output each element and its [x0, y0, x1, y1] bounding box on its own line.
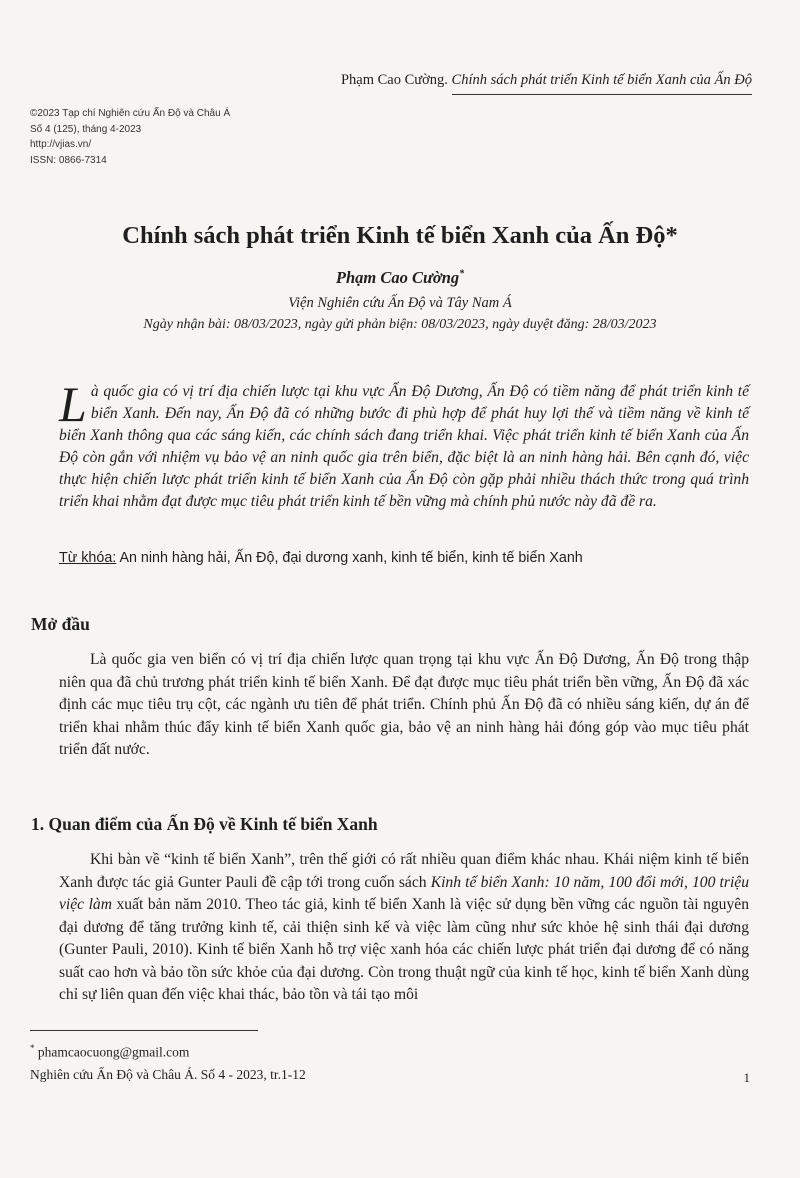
issue-line: Số 4 (125), tháng 4-2023	[30, 123, 142, 135]
footnote-mark: *	[30, 1043, 35, 1053]
author-name: Phạm Cao Cường	[335, 268, 460, 287]
article-title: Chính sách phát triển Kinh tế biển Xanh của Ấn Độ*	[122, 222, 678, 249]
running-header-title: Chính sách phát triển Kinh tế biển Xanh của Ấn Độ	[451, 72, 752, 88]
book-title: Kinh tế biển Xanh: 10 năm, 100 đổi mới, 100 triệu việc làm	[59, 873, 749, 913]
url-line[interactable]: http://vjias.vn/	[30, 139, 92, 151]
footnote	[30, 1043, 189, 1061]
running-header-author: Phạm Cao Cường.	[340, 72, 448, 88]
keywords	[59, 550, 583, 566]
keywords-text: An ninh hàng hải, Ấn Độ, đại dương xanh, kinh tế biển, kinh tế biển Xanh	[116, 550, 583, 566]
abstract-text: à quốc gia có vị trí địa chiến lược tại khu vực Ấn Độ Dương, Ấn Độ có tiềm năng để phát triển kinh tế biển Xanh. Đến nay, Ấn Độ đã có những bước đi phù hợp để phát huy lợi thế và tiềm năng về kinh tế biển Xanh thông qua các sáng kiến, các chính sách đang triển khai. Việc phát triển kinh tế biển Xanh của Ấn Độ còn gắn với nhiệm vụ bảo vệ an ninh quốc gia trên biển, đặc biệt là an ninh hàng hải. Bên cạnh đó, việc thực hiện chiến lược phát triển kinh tế biển Xanh của Ấn Độ còn gặp phải nhiều thách thức trong quá trình triển khai nhằm đạt được mục tiêu phát triển kinh tế bền vững mà chính phủ nước này đã đề ra.	[59, 383, 749, 510]
publication-meta	[30, 106, 230, 168]
keywords-label: Từ khóa:	[59, 550, 117, 566]
section-1-paragraph	[59, 849, 749, 1007]
author-mark: *	[459, 268, 465, 280]
footnote-email: phamcaocuong@gmail.com	[34, 1044, 190, 1060]
affiliation: Viện Nghiên cứu Ấn Độ và Tây Nam Á	[288, 295, 512, 311]
journal-footer: Nghiên cứu Ấn Độ và Châu Á. Số 4 - 2023, tr.1-12	[30, 1067, 306, 1082]
abstract	[59, 376, 749, 513]
abstract-dropcap: L	[59, 376, 87, 432]
submission-dates: Ngày nhận bài: 08/03/2023, ngày gửi phản biện: 08/03/2023, ngày duyệt đăng: 28/03/2023	[143, 317, 657, 332]
author-line	[0, 268, 800, 288]
intro-paragraph: Là quốc gia ven biển có vị trí địa chiến lược quan trọng tại khu vực Ấn Độ Dương, Ấn Độ trong thập niên qua đã chủ trương phát triển kinh tế biển Xanh. Để đạt được mục tiêu phát triển bền vững, Ấn Độ đã xác định các mục tiêu trụ cột, các ngành ưu tiên để phát triển. Chính phủ Ấn Độ đã có nhiều sáng kiến, dự án để triển khai nhằm thúc đẩy kinh tế biển Xanh quốc gia, bảo vệ an ninh hàng hải đóng góp vào mục tiêu phát triển đất nước.	[59, 651, 749, 758]
intro-heading: Mở đầu	[31, 614, 90, 634]
section-1-text-a: Khi bàn về “kinh tế biển Xanh”, trên thế giới có rất nhiều quan điểm khác nhau. Khái niệm kinh tế biển Xanh được tác giả Gunter Pauli đề cập tới trong cuốn sách	[59, 851, 749, 891]
section-1-heading: 1. Quan điểm của Ấn Độ về Kinh tế biển Xanh	[31, 814, 378, 834]
section-1-text-b: xuất bản năm 2010. Theo tác giả, kinh tế biển Xanh là việc sử dụng bền vững các nguồn tài nguyên đại dương để tăng trưởng kinh tế, cải thiện sinh kế và việc làm cũng như sức khỏe hệ sinh thái đại dương (Gunter Pauli, 2010). Kinh tế biển Xanh hỗ trợ việc xanh hóa các chiến lược phát triển đại dương để có năng suất cao hơn và bảo tồn sức khỏe của đại dương. Còn trong thuật ngữ của kinh tế học, kinh tế biển Xanh dùng chỉ sự liên quan đến việc khai thác, bảo tồn và tái tạo môi	[59, 896, 749, 1003]
footnote-rule	[30, 1030, 258, 1031]
issn-line: ISSN: 0866-7314	[30, 154, 107, 166]
running-header	[341, 72, 752, 89]
page-number: 1	[743, 1070, 750, 1085]
copyright-line: ©2023 Tạp chí Nghiên cứu Ấn Độ và Châu Á	[30, 108, 231, 119]
header-rule	[452, 94, 752, 95]
